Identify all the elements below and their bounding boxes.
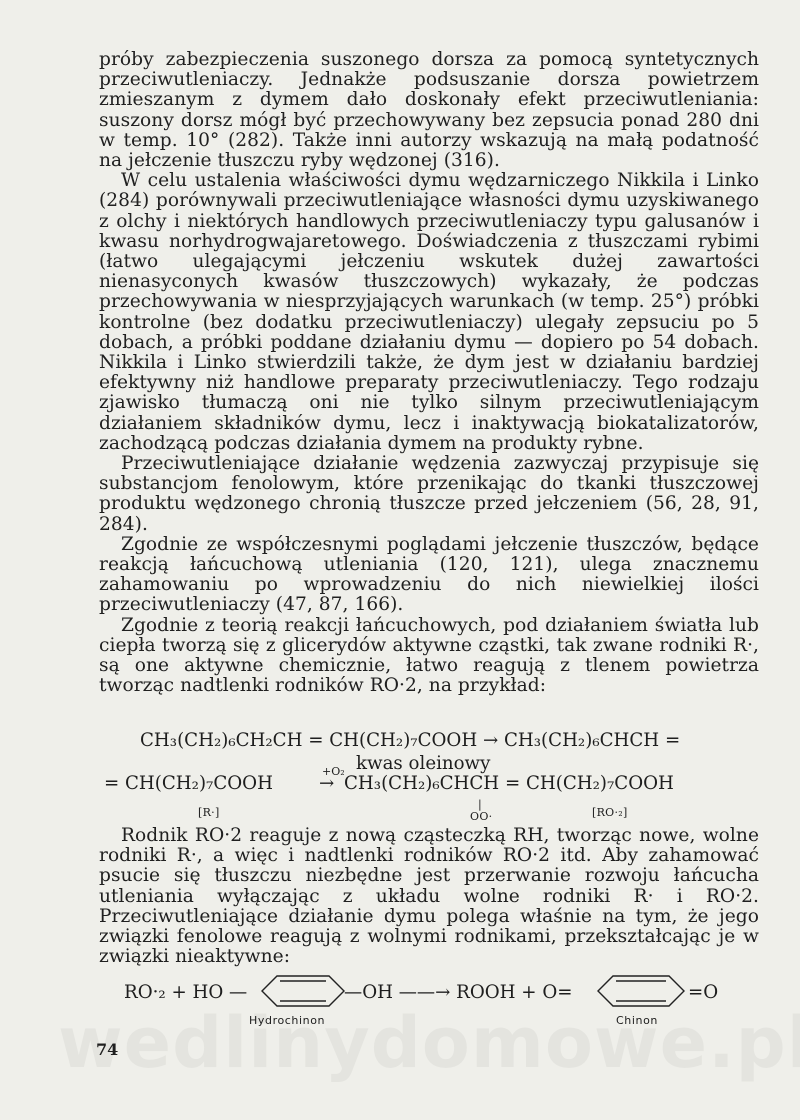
page-number: 74 bbox=[96, 1040, 119, 1059]
caption-quinone: Chinon bbox=[616, 1014, 658, 1027]
radical-label-r: [R·] bbox=[198, 806, 220, 819]
peroxy-bond: | bbox=[478, 798, 483, 811]
paragraph-5: Zgodnie z teorią reakcji łańcuchowych, pod działaniem światła lub ciepła tworzą się z glicerydów aktywne cząstki, tak zwane rodniki R·, są one aktywne chemicznie, łatwo reagują z tlenem powietrza tworząc nadtlenki rodników RO·2, na przykład: bbox=[99, 614, 759, 697]
formula-arrow-label: +O₂ bbox=[322, 765, 345, 778]
radical-label-ro2: [RO·₂] bbox=[592, 806, 628, 819]
paragraph-3: Przeciwutleniające działanie wędzenia zazwyczaj przypisuje się substancjom fenolowym, które przenikając do tkanki tłuszczowej produktu wędzonego chronią tłuszcze przed jełczeniem (56, 28, 91, 284). bbox=[99, 453, 759, 535]
paragraph-6: Rodnik RO·2 reaguje z nową cząsteczką RH, tworząc nowe, wolne rodniki R·, a więc i nadtlenki rodników RO·2 itd. Aby zahamować psucie się tłuszczu niezbędne jest przerwanie rozwoju łańcucha utleniania wyłączając z układu wolne rodniki R· i RO·2. Przeciwutleniające działanie dymu polega właśnie na tym, że jego związki fenolowe reagują z wolnymi rodnikami, przekształcając je w związki nieaktywne: bbox=[99, 825, 759, 968]
reaction-left: RO·₂ + HO — bbox=[124, 982, 248, 1003]
formula-oleic-acid-line-1: CH₃(CH₂)₆CH₂CH = CH(CH₂)₇COOH → CH₃(CH₂)₆CHCH = bbox=[140, 730, 681, 751]
reaction-right: =O bbox=[688, 982, 719, 1003]
formula-label-oleic-acid: kwas oleinowy bbox=[356, 753, 491, 774]
watermark bbox=[58, 1002, 800, 1084]
caption-hydroquinone: Hydrochinon bbox=[249, 1014, 326, 1027]
reaction-middle: —OH ——→ ROOH + O= bbox=[344, 982, 573, 1003]
formula-oleic-acid-line-2-left: = CH(CH₂)₇COOH bbox=[104, 773, 273, 794]
formula-arrow: → bbox=[319, 773, 335, 794]
formula-oleic-acid-line-2-right: CH₃(CH₂)₆CHCH = CH(CH₂)₇COOH bbox=[344, 773, 674, 794]
paragraph-4: Zgodnie ze współczesnymi poglądami jełczenie tłuszczów, będące reakcją łańcuchową utleniania (120, 121), ulega znacznemu zahamowaniu po wprowadzeniu do nich niewielkiej ilości przeciwutleniaczy (47, 87, 166). bbox=[99, 533, 759, 616]
paragraph-1: próby zabezpieczenia suszonego dorsza za pomocą syntetycznych przeciwutleniaczy. Jednakże podsuszanie dorsza powietrzem zmieszanym z dymem dało doskonały efekt przeciwutleniania: suszony dorsz mógł być przechowywany bez zepsucia ponad 280 dni w temp. 10° (282). Także inni autorzy wskazują na małą podatność na jełczenie tłuszczu ryby wędzonej (316). bbox=[99, 49, 759, 172]
radical-label-oo: OO· bbox=[470, 810, 493, 823]
paragraph-2: W celu ustalenia właściwości dymu wędzarniczego Nikkila i Linko (284) porównywali przeciwutleniające własności dymu uzyskiwanego z olchy i niektórych handlowych przeciwutleniaczy typu galusanów i kwasu norhydrogwajaretowego. Doświadczenia z tłuszczami rybimi (łatwo ulegającymi jełczeniu wskutek dużej zawartości nienasyconych kwasów tłuszczowych) wykazały, że podczas przechowywania w niesprzyjających warunkach (w temp. 25°) próbki kontrolne (bez dodatku przeciwutleniaczy) ulegały zepsuciu po 5 dobach, a próbki poddane działaniu dymu — dopiero po 54 dobach. Nikkila i Linko stwierdzili także, że dym jest w działaniu bardziej efektywny niż handlowe preparaty przeciwutleniaczy. Tego rodzaju zjawisko tłumaczą oni nie tylko silnym przeciwutleniającym działaniem składników dymu, lecz i inaktywacją biokatalizatorów, zachodzącą podczas działania dymem na produkty rybne. bbox=[99, 170, 759, 454]
